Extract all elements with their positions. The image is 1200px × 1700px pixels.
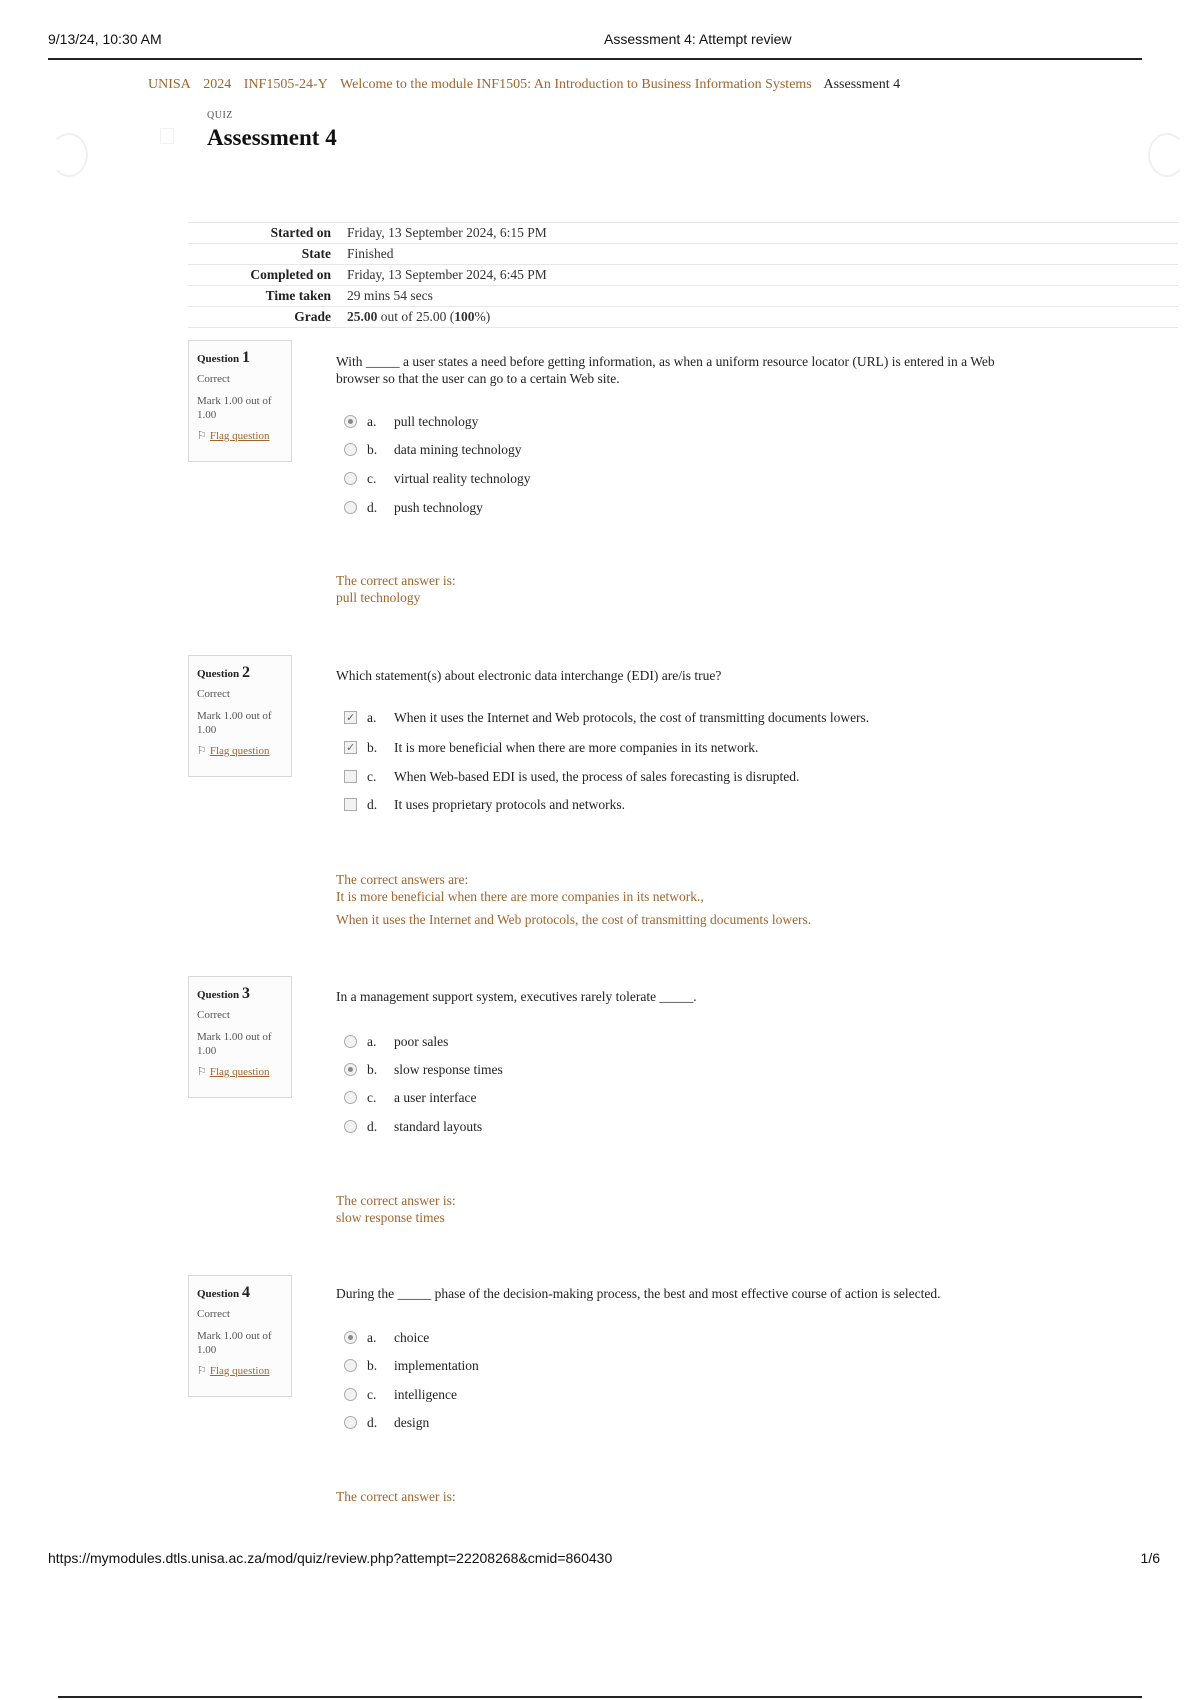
grade-suffix: %) — [474, 309, 491, 324]
answer-option[interactable] — [344, 1329, 429, 1347]
option-text: poor sales — [394, 1034, 449, 1049]
grade-total: out of 25.00 ( — [377, 309, 455, 324]
summary-label: Completed on — [250, 267, 331, 282]
option-letter: a. — [367, 1330, 377, 1345]
question-number — [197, 664, 283, 682]
flag-label: Flag question — [209, 1066, 270, 1078]
radio-icon[interactable] — [344, 1388, 357, 1401]
attempt-summary-table — [188, 222, 1178, 328]
summary-value: 29 mins 54 secs — [347, 288, 433, 303]
option-text: choice — [394, 1330, 430, 1345]
question-label: Question — [197, 1288, 240, 1300]
answer-option[interactable] — [344, 796, 625, 814]
radio-icon[interactable] — [344, 1035, 357, 1048]
question-state: Correct — [197, 688, 230, 700]
breadcrumb-item-welcome[interactable]: Welcome to the module INF1505: An Introduction to Business Information Systems — [340, 77, 812, 92]
option-text: When it uses the Internet and Web protocols, the cost of transmitting documents lowers. — [394, 710, 870, 725]
flag-label: Flag question — [209, 745, 270, 757]
feedback-answer: When it uses the Internet and Web protocols, the cost of transmitting documents lowers. — [336, 912, 812, 927]
checkbox-icon[interactable] — [344, 711, 357, 724]
question-state: Correct — [197, 1009, 230, 1021]
answer-option[interactable] — [344, 499, 483, 517]
question-number — [197, 349, 283, 367]
summary-label: Started on — [270, 225, 331, 240]
correct-answer-feedback-1 — [336, 572, 1036, 606]
option-letter: a. — [367, 414, 377, 429]
question-state: Correct — [197, 1308, 230, 1320]
flag-question-link[interactable] — [197, 1364, 283, 1377]
option-text: push technology — [394, 500, 483, 515]
flag-icon: ⚐ — [197, 1365, 207, 1377]
option-text: design — [394, 1415, 430, 1430]
option-text: implementation — [394, 1358, 479, 1373]
summary-label: State — [301, 246, 331, 261]
question-number — [197, 985, 283, 1003]
option-letter: c. — [367, 1387, 377, 1402]
faded-activity-icon — [160, 128, 174, 144]
answer-option[interactable] — [344, 739, 758, 757]
question-text-2: Which statement(s) about electronic data interchange (EDI) are/is true? — [336, 668, 722, 683]
question-info-2 — [188, 655, 292, 777]
question-state: Correct — [197, 373, 230, 385]
radio-icon[interactable] — [344, 1063, 357, 1076]
breadcrumb-item-year[interactable]: 2024 — [203, 77, 232, 92]
feedback-heading: The correct answers are: — [336, 872, 469, 887]
question-number-value: 2 — [241, 664, 250, 681]
checkbox-icon[interactable] — [344, 798, 357, 811]
radio-icon[interactable] — [344, 1120, 357, 1133]
correct-answer-feedback-4 — [336, 1488, 1036, 1505]
flag-icon: ⚐ — [197, 430, 207, 442]
radio-icon[interactable] — [344, 1091, 357, 1104]
summary-row-started — [188, 223, 1178, 244]
breadcrumb — [148, 77, 909, 93]
flag-question-link[interactable] — [197, 744, 283, 757]
radio-icon[interactable] — [344, 443, 357, 456]
flag-question-link[interactable] — [197, 429, 283, 442]
feedback-heading: The correct answer is: — [336, 573, 456, 588]
breadcrumb-item-unisa[interactable]: UNISA — [148, 77, 191, 92]
option-letter: b. — [367, 1358, 378, 1373]
faded-nav-right-icon — [1148, 133, 1186, 177]
answer-option[interactable] — [344, 470, 530, 488]
option-text: intelligence — [394, 1387, 457, 1402]
option-letter: d. — [367, 1119, 378, 1134]
option-text: pull technology — [394, 414, 479, 429]
summary-value: Friday, 13 September 2024, 6:15 PM — [347, 225, 547, 240]
question-info-4 — [188, 1275, 292, 1397]
activity-type-label: QUIZ — [207, 110, 233, 121]
option-letter: d. — [367, 797, 378, 812]
checkbox-icon[interactable] — [344, 741, 357, 754]
answer-option[interactable] — [344, 1061, 503, 1079]
breadcrumb-item-current: Assessment 4 — [823, 77, 901, 92]
question-label: Question — [197, 668, 240, 680]
radio-icon[interactable] — [344, 1416, 357, 1429]
question-mark: Mark 1.00 out of 1.00 — [197, 710, 272, 736]
option-letter: b. — [367, 442, 378, 457]
option-text: virtual reality technology — [394, 471, 531, 486]
feedback-heading: The correct answer is: — [336, 1489, 456, 1504]
question-number-value: 4 — [241, 1284, 250, 1301]
answer-option[interactable] — [344, 441, 521, 459]
option-letter: a. — [367, 710, 377, 725]
question-number-value: 1 — [241, 349, 250, 366]
question-text-4: During the _____ phase of the decision-making process, the best and most effective course of action is selected. — [336, 1286, 941, 1301]
flag-label: Flag question — [209, 430, 270, 442]
summary-label: Time taken — [265, 288, 331, 303]
option-text: standard layouts — [394, 1119, 483, 1134]
question-text-3: In a management support system, executives rarely tolerate _____. — [336, 989, 697, 1004]
answer-option[interactable] — [344, 413, 478, 431]
answer-option[interactable] — [344, 709, 869, 727]
radio-icon[interactable] — [344, 472, 357, 485]
flag-icon: ⚐ — [197, 745, 207, 757]
question-mark: Mark 1.00 out of 1.00 — [197, 1031, 272, 1057]
answer-option[interactable] — [344, 1357, 479, 1375]
grade-score: 25.00 — [347, 309, 378, 324]
flag-question-link[interactable] — [197, 1065, 283, 1078]
question-number-value: 3 — [241, 985, 250, 1002]
correct-answer-feedback-2 — [336, 871, 1036, 928]
summary-value: Friday, 13 September 2024, 6:45 PM — [347, 267, 547, 282]
print-title: Assessment 4: Attempt review — [604, 31, 792, 47]
correct-answer-feedback-3 — [336, 1192, 1036, 1226]
radio-icon[interactable] — [344, 415, 357, 428]
summary-value: Finished — [347, 246, 394, 261]
summary-row-grade — [188, 307, 1178, 328]
summary-value — [347, 307, 1178, 328]
option-text: a user interface — [394, 1090, 477, 1105]
option-letter: d. — [367, 500, 378, 515]
print-header — [48, 28, 1142, 60]
summary-row-state — [188, 244, 1178, 265]
answer-option[interactable] — [344, 768, 799, 786]
summary-label: Grade — [294, 309, 331, 324]
option-text: data mining technology — [394, 442, 522, 457]
question-info-1 — [188, 340, 292, 462]
radio-icon[interactable] — [344, 1331, 357, 1344]
option-letter: c. — [367, 471, 377, 486]
question-info-3 — [188, 976, 292, 1098]
page-title: Assessment 4 — [207, 125, 337, 150]
question-number — [197, 1284, 283, 1302]
breadcrumb-item-module[interactable]: INF1505-24-Y — [243, 77, 328, 92]
option-letter: b. — [367, 1062, 378, 1077]
question-mark: Mark 1.00 out of 1.00 — [197, 395, 272, 421]
question-label: Question — [197, 989, 240, 1001]
option-text: When Web-based EDI is used, the process of sales forecasting is disrupted. — [394, 769, 800, 784]
option-text: slow response times — [394, 1062, 503, 1077]
summary-row-completed — [188, 265, 1178, 286]
option-text: It is more beneficial when there are more companies in its network. — [394, 740, 759, 755]
answer-option[interactable] — [344, 1033, 448, 1051]
feedback-answer: pull technology — [336, 590, 421, 605]
summary-row-time — [188, 286, 1178, 307]
question-label: Question — [197, 353, 240, 365]
checkbox-icon[interactable] — [344, 770, 357, 783]
question-mark: Mark 1.00 out of 1.00 — [197, 1330, 272, 1356]
faded-nav-left-icon — [50, 133, 88, 177]
page-divider — [58, 1696, 1142, 1698]
print-timestamp: 9/13/24, 10:30 AM — [48, 31, 162, 47]
feedback-answer: slow response times — [336, 1210, 445, 1225]
answer-option[interactable] — [344, 1386, 457, 1404]
option-letter: b. — [367, 740, 378, 755]
feedback-heading: The correct answer is: — [336, 1193, 456, 1208]
flag-label: Flag question — [209, 1365, 270, 1377]
radio-icon[interactable] — [344, 501, 357, 514]
option-letter: d. — [367, 1415, 378, 1430]
radio-icon[interactable] — [344, 1359, 357, 1372]
question-text-1: With _____ a user states a need before getting information, as when a uniform resource locator (URL) is entered in a Web browser so that the user can go to a certain Web site. — [336, 354, 995, 386]
print-page-number: 1/6 — [1140, 1550, 1160, 1566]
flag-icon: ⚐ — [197, 1066, 207, 1078]
answer-option[interactable] — [344, 1414, 429, 1432]
answer-option[interactable] — [344, 1118, 482, 1136]
grade-percent: 100 — [454, 309, 475, 324]
option-letter: c. — [367, 769, 377, 784]
print-url: https://mymodules.dtls.unisa.ac.za/mod/quiz/review.php?attempt=22208268&cmid=860430 — [48, 1550, 613, 1566]
answer-option[interactable] — [344, 1089, 476, 1107]
option-letter: a. — [367, 1034, 377, 1049]
feedback-answer: It is more beneficial when there are more companies in its network., — [336, 889, 704, 904]
option-letter: c. — [367, 1090, 377, 1105]
option-text: It uses proprietary protocols and networks. — [394, 797, 625, 812]
